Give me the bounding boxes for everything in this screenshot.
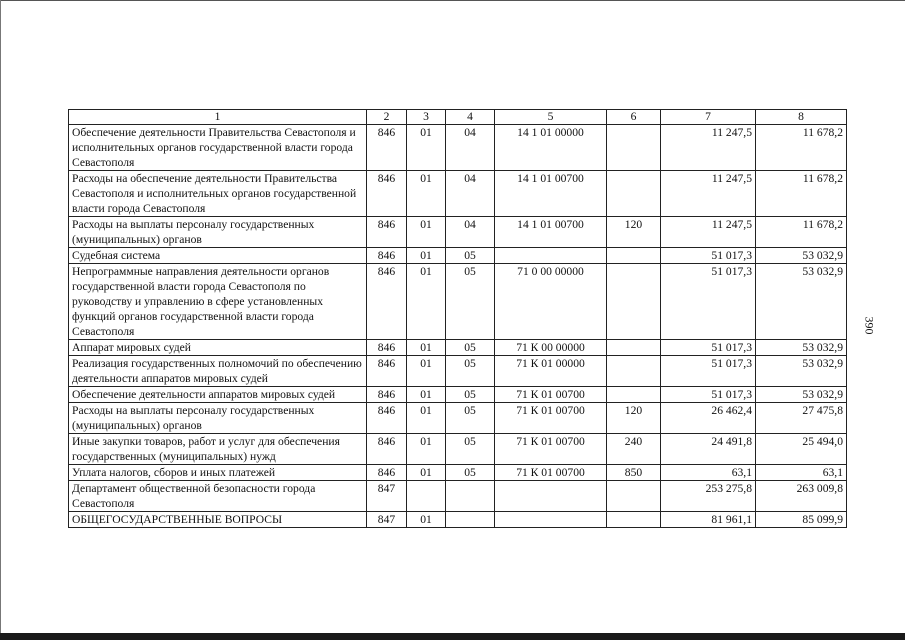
cell-amount-year2: 27 475,8 <box>756 403 847 434</box>
cell-name: Расходы на выплаты персоналу государственных (муниципальных) органов <box>69 217 367 248</box>
cell-amount-year1: 81 961,1 <box>661 512 756 528</box>
page-number: 390 <box>862 316 877 335</box>
cell-section: 01 <box>407 356 446 387</box>
cell-ved-code: 847 <box>367 512 407 528</box>
cell-section: 01 <box>407 403 446 434</box>
table-row <box>69 481 847 512</box>
cell-subsection: 05 <box>446 387 495 403</box>
cell-target-article: 14 1 01 00700 <box>495 171 607 217</box>
cell-amount-year1: 51 017,3 <box>661 356 756 387</box>
cell-amount-year2: 85 099,9 <box>756 512 847 528</box>
cell-expense-type <box>607 356 661 387</box>
cell-subsection <box>446 512 495 528</box>
col-header: 8 <box>756 110 847 125</box>
table-row <box>69 217 847 248</box>
cell-name: Судебная система <box>69 248 367 264</box>
scan-edge-top <box>0 0 905 1</box>
cell-section: 01 <box>407 387 446 403</box>
cell-amount-year1: 253 275,8 <box>661 481 756 512</box>
table-row <box>69 125 847 171</box>
scan-edge-left <box>0 0 1 640</box>
cell-target-article: 71 К 01 00000 <box>495 356 607 387</box>
cell-subsection: 04 <box>446 125 495 171</box>
cell-name: Обеспечение деятельности Правительства Севастополя и исполнительных органов государственной власти города Севастополя <box>69 125 367 171</box>
cell-subsection <box>446 481 495 512</box>
cell-expense-type <box>607 512 661 528</box>
cell-expense-type: 120 <box>607 403 661 434</box>
cell-ved-code: 846 <box>367 171 407 217</box>
cell-amount-year1: 51 017,3 <box>661 264 756 340</box>
cell-amount-year1: 26 462,4 <box>661 403 756 434</box>
cell-amount-year2: 263 009,8 <box>756 481 847 512</box>
cell-ved-code: 846 <box>367 434 407 465</box>
cell-ved-code: 846 <box>367 340 407 356</box>
cell-amount-year1: 51 017,3 <box>661 340 756 356</box>
cell-ved-code: 846 <box>367 465 407 481</box>
cell-ved-code: 846 <box>367 248 407 264</box>
cell-subsection: 05 <box>446 340 495 356</box>
cell-amount-year2: 11 678,2 <box>756 217 847 248</box>
cell-target-article: 71 К 01 00700 <box>495 387 607 403</box>
table-row <box>69 248 847 264</box>
cell-amount-year2: 53 032,9 <box>756 356 847 387</box>
col-header: 2 <box>367 110 407 125</box>
cell-subsection: 05 <box>446 465 495 481</box>
cell-name: Расходы на выплаты персоналу государственных (муниципальных) органов <box>69 403 367 434</box>
cell-amount-year1: 51 017,3 <box>661 248 756 264</box>
scan-edge-bottom <box>0 633 905 640</box>
cell-subsection: 05 <box>446 356 495 387</box>
cell-target-article: 71 0 00 00000 <box>495 264 607 340</box>
cell-subsection: 05 <box>446 264 495 340</box>
table-row <box>69 340 847 356</box>
cell-expense-type <box>607 171 661 217</box>
cell-name: Реализация государственных полномочий по обеспечению деятельности аппаратов мировых судей <box>69 356 367 387</box>
col-header: 4 <box>446 110 495 125</box>
cell-subsection: 05 <box>446 403 495 434</box>
cell-expense-type: 120 <box>607 217 661 248</box>
col-header: 3 <box>407 110 446 125</box>
cell-name: Департамент общественной безопасности города Севастополя <box>69 481 367 512</box>
cell-section: 01 <box>407 465 446 481</box>
cell-target-article: 71 К 01 00700 <box>495 403 607 434</box>
cell-name: Расходы на обеспечение деятельности Правительства Севастополя и исполнительных органов государственной власти города Севастополя <box>69 171 367 217</box>
cell-expense-type <box>607 340 661 356</box>
cell-target-article: 14 1 01 00700 <box>495 217 607 248</box>
cell-target-article: 71 К 01 00700 <box>495 465 607 481</box>
col-header: 5 <box>495 110 607 125</box>
cell-amount-year1: 11 247,5 <box>661 217 756 248</box>
cell-target-article <box>495 481 607 512</box>
cell-amount-year2: 53 032,9 <box>756 264 847 340</box>
cell-ved-code: 846 <box>367 217 407 248</box>
table-row <box>69 512 847 528</box>
cell-amount-year2: 63,1 <box>756 465 847 481</box>
cell-section: 01 <box>407 264 446 340</box>
cell-expense-type: 850 <box>607 465 661 481</box>
cell-amount-year1: 51 017,3 <box>661 387 756 403</box>
cell-name: ОБЩЕГОСУДАРСТВЕННЫЕ ВОПРОСЫ <box>69 512 367 528</box>
cell-name: Обеспечение деятельности аппаратов мировых судей <box>69 387 367 403</box>
cell-name: Уплата налогов, сборов и иных платежей <box>69 465 367 481</box>
col-header: 6 <box>607 110 661 125</box>
cell-amount-year1: 24 491,8 <box>661 434 756 465</box>
cell-ved-code: 846 <box>367 403 407 434</box>
table-row <box>69 403 847 434</box>
cell-subsection: 05 <box>446 248 495 264</box>
cell-amount-year1: 63,1 <box>661 465 756 481</box>
table-row <box>69 387 847 403</box>
cell-target-article <box>495 512 607 528</box>
cell-amount-year2: 53 032,9 <box>756 340 847 356</box>
cell-amount-year2: 53 032,9 <box>756 387 847 403</box>
cell-section: 01 <box>407 125 446 171</box>
cell-name: Аппарат мировых судей <box>69 340 367 356</box>
cell-section <box>407 481 446 512</box>
cell-expense-type: 240 <box>607 434 661 465</box>
cell-subsection: 04 <box>446 171 495 217</box>
cell-expense-type <box>607 481 661 512</box>
cell-target-article: 71 К 01 00700 <box>495 434 607 465</box>
cell-ved-code: 846 <box>367 125 407 171</box>
cell-target-article <box>495 248 607 264</box>
table-row <box>69 434 847 465</box>
cell-target-article: 71 К 00 00000 <box>495 340 607 356</box>
cell-section: 01 <box>407 434 446 465</box>
cell-target-article: 14 1 01 00000 <box>495 125 607 171</box>
cell-name: Иные закупки товаров, работ и услуг для обеспечения государственных (муниципальных) нужд <box>69 434 367 465</box>
cell-section: 01 <box>407 512 446 528</box>
cell-ved-code: 847 <box>367 481 407 512</box>
header-row <box>69 110 847 125</box>
cell-amount-year2: 11 678,2 <box>756 125 847 171</box>
cell-subsection: 05 <box>446 434 495 465</box>
budget-table <box>68 109 847 528</box>
cell-section: 01 <box>407 171 446 217</box>
cell-amount-year2: 11 678,2 <box>756 171 847 217</box>
cell-ved-code: 846 <box>367 356 407 387</box>
cell-expense-type <box>607 387 661 403</box>
col-header: 7 <box>661 110 756 125</box>
table-row <box>69 264 847 340</box>
cell-section: 01 <box>407 217 446 248</box>
cell-subsection: 04 <box>446 217 495 248</box>
table-row <box>69 465 847 481</box>
cell-amount-year1: 11 247,5 <box>661 171 756 217</box>
cell-amount-year1: 11 247,5 <box>661 125 756 171</box>
cell-section: 01 <box>407 248 446 264</box>
table-row <box>69 356 847 387</box>
cell-ved-code: 846 <box>367 264 407 340</box>
cell-amount-year2: 53 032,9 <box>756 248 847 264</box>
table-row <box>69 171 847 217</box>
cell-expense-type <box>607 264 661 340</box>
cell-amount-year2: 25 494,0 <box>756 434 847 465</box>
col-header: 1 <box>69 110 367 125</box>
cell-ved-code: 846 <box>367 387 407 403</box>
cell-expense-type <box>607 248 661 264</box>
cell-expense-type <box>607 125 661 171</box>
cell-name: Непрограммные направления деятельности органов государственной власти города Севастополя по руководству и управлению в сфере установленных функций органов государственной власти города Севастополя <box>69 264 367 340</box>
cell-section: 01 <box>407 340 446 356</box>
